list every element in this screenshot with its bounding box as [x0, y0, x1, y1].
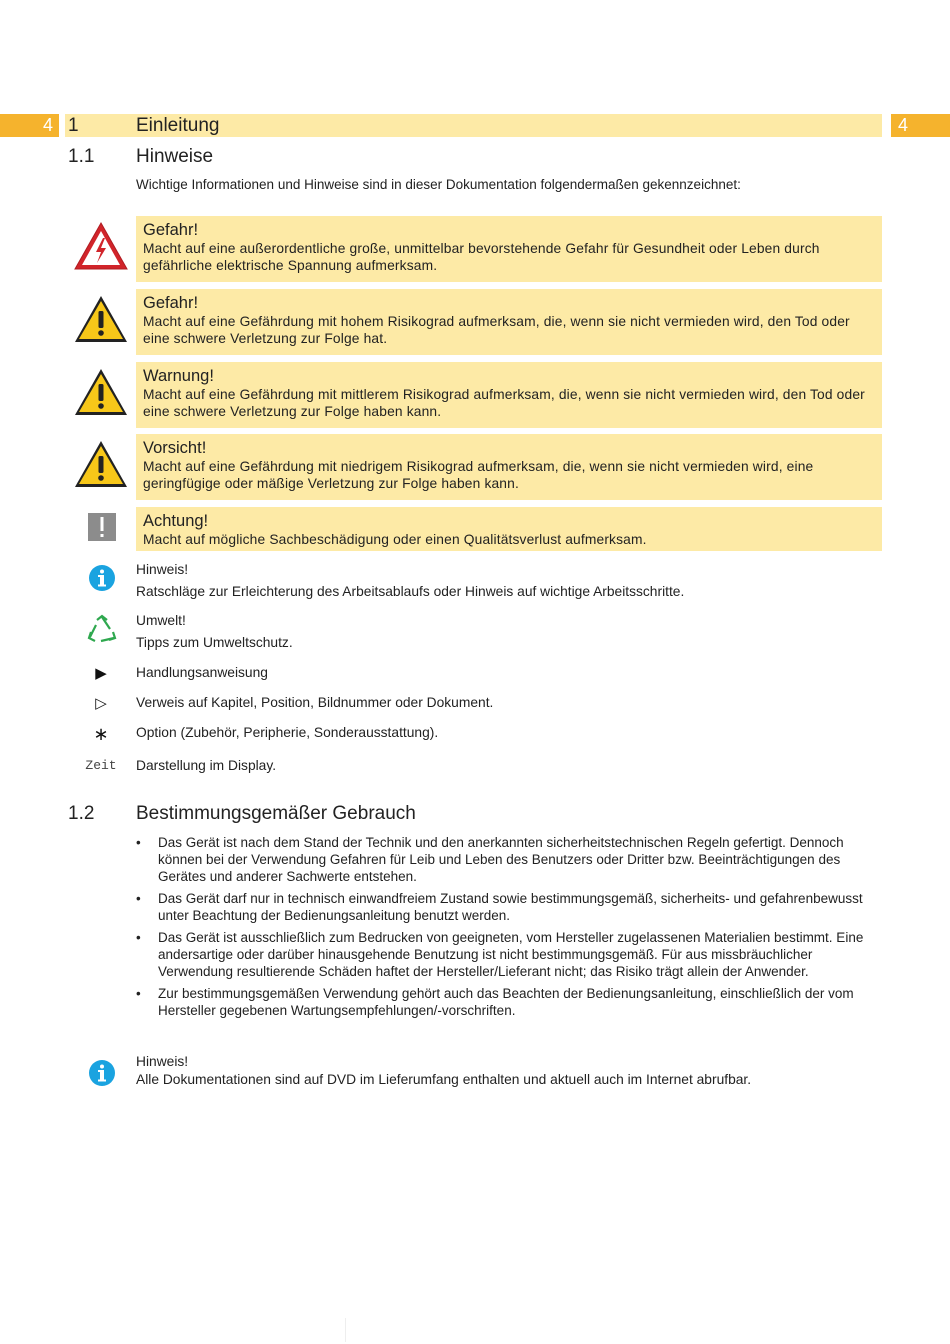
note-text: Alle Dokumentationen sind auf DVD im Lieferumfang enthalten und aktuell auch im Internet abrufbar. [136, 1072, 752, 1087]
electric-hazard-icon [73, 221, 129, 271]
section-title: Bestimmungsgemäßer Gebrauch [136, 803, 416, 824]
box-title: Gefahr! [143, 294, 199, 312]
note-title: Umwelt! [136, 613, 186, 628]
note-text: Ratschläge zur Erleichterung des Arbeitsablaufs oder Hinweis auf wichtige Arbeitsschritte. [136, 584, 685, 599]
box-title: Vorsicht! [143, 439, 207, 457]
note-umwelt [136, 610, 293, 654]
box-title: Warnung! [143, 367, 214, 385]
note-hinweis-dvd [136, 1053, 751, 1089]
info-icon [88, 1059, 116, 1087]
option-asterisk-icon: ∗ [93, 724, 109, 744]
section-number: 1.2 [68, 803, 95, 824]
note-title: Hinweis! [136, 1054, 189, 1069]
box-text: Macht auf eine Gefährdung mit mittlerem Risikograd aufmerksam, die, wenn sie nicht vermieden wird, den Tod oder eine schwere Verletzung zur Folge haben kann. [143, 387, 865, 419]
page-number-right: 4 [891, 114, 950, 137]
section-title: Hinweise [136, 146, 214, 167]
chapter-title: Einleitung [136, 115, 220, 136]
list-item: • Zur bestimmungsgemäßen Verwendung gehört auch das Beachten der Bedienungsanleitung, einschließlich der vom Hersteller gegebenen Wartungsempfehlungen/-vorschriften. [136, 985, 882, 1019]
caution-box [136, 434, 882, 500]
box-text: Macht auf eine Gefährdung mit niedrigem Risikograd aufmerksam, die, wenn sie nicht vermieden wird, eine geringfügige oder mäßige Verletzung zur Folge haben kann. [143, 459, 814, 491]
warning-icon [73, 294, 129, 344]
attention-icon [88, 513, 116, 541]
usage-bullet-list [136, 834, 882, 1024]
recycle-icon [86, 614, 118, 646]
box-text: Macht auf eine außerordentliche große, unmittelbar bevorstehende Gefahr für Gesundheit oder Leben durch gefährliche elektrische Spannung aufmerksam. [143, 241, 820, 273]
footer-mark [345, 1318, 346, 1342]
note-hinweis [136, 559, 684, 603]
note-text: Tipps zum Umweltschutz. [136, 635, 293, 650]
symbol-description: Verweis auf Kapitel, Position, Bildnummer oder Dokument. [136, 695, 494, 710]
page-number-left: 4 [0, 114, 59, 137]
warning-box [136, 362, 882, 428]
box-title: Gefahr! [143, 221, 199, 239]
danger-electric-box [136, 216, 882, 282]
symbol-description: Handlungsanweisung [136, 665, 268, 680]
box-text: Macht auf eine Gefährdung mit hohem Risikograd aufmerksam, die, wenn sie nicht vermieden wird, den Tod oder eine schwere Verletzung zur Folge hat. [143, 314, 850, 346]
display-text-sample: Zeit [85, 758, 117, 773]
symbol-description: Darstellung im Display. [136, 758, 277, 773]
reference-arrow-icon: ▷ [95, 695, 107, 712]
info-icon [88, 564, 116, 592]
list-item: • Das Gerät darf nur in technisch einwandfreiem Zustand sowie bestimmungsgemäß, sicherheits- und gefahrenbewusst unter Beachtung der Bedienungsanleitung benutzt werden. [136, 890, 882, 924]
warning-icon [73, 367, 129, 417]
symbol-description: Option (Zubehör, Peripherie, Sonderausstattung). [136, 725, 439, 740]
attention-box [136, 507, 882, 551]
note-title: Hinweis! [136, 562, 189, 577]
warning-icon [73, 439, 129, 489]
chapter-number: 1 [68, 115, 79, 136]
action-arrow-icon: ▶ [95, 665, 107, 682]
section-number: 1.1 [68, 146, 95, 167]
list-item: • Das Gerät ist ausschließlich zum Bedrucken von geeigneten, vom Hersteller zugelassenen Materialien bestimmt. Eine andersartige oder darüber hinausgehende Benutzung ist nicht bestimmungsgemäß. Für aus missbräuchlicher Verwendung resultierende Schäden haftet der Hersteller/Lieferant nicht; das Risiko trägt allein der Anwender. [136, 929, 882, 980]
intro-text: Wichtige Informationen und Hinweise sind in dieser Dokumentation folgendermaßen gekennzeichnet: [136, 177, 741, 192]
danger-box [136, 289, 882, 355]
list-item: • Das Gerät ist nach dem Stand der Technik und den anerkannten sicherheitstechnischen Regeln gefertigt. Dennoch können bei der Verwendung Gefahren für Leib und Leben des Benutzers oder Dritter bzw. Beeinträchtigungen des Gerätes und anderer Sachwerte entstehen. [136, 834, 882, 885]
box-title: Achtung! [143, 512, 209, 530]
box-text: Macht auf mögliche Sachbeschädigung oder einen Qualitätsverlust aufmerksam. [143, 532, 647, 547]
